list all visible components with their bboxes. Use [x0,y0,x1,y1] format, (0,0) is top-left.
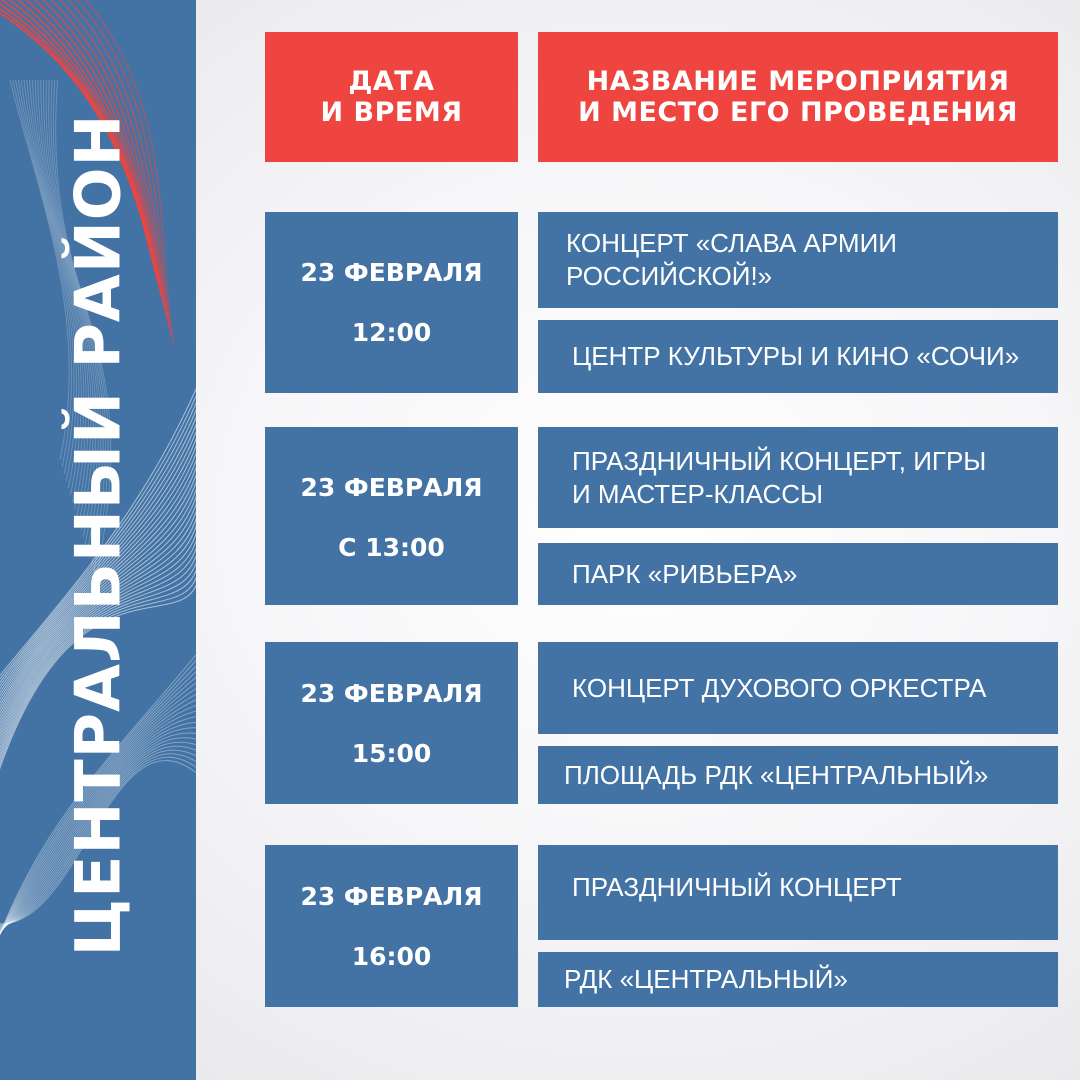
event-name-line2: И МАСТЕР-КЛАССЫ [572,478,824,509]
event-name-line1: КОНЦЕРТ «СЛАВА АРМИИ [566,228,897,258]
event-place: ПАРК «РИВЬЕРА» [572,558,798,589]
event-date-cell [265,212,518,393]
event-name-cell [538,845,1058,940]
event-date: 23 ФЕВРАЛЯ [300,258,483,287]
event-date-cell [265,427,518,605]
header-event-line1: НАЗВАНИЕ МЕРОПРИЯТИЯ [586,66,1010,97]
header-event-name-place [538,32,1058,162]
event-date: 23 ФЕВРАЛЯ [300,882,483,911]
event-time: С 13:00 [338,533,445,562]
event-time: 15:00 [351,739,432,768]
event-name-cell [538,212,1058,308]
event-date-cell [265,845,518,1007]
event-name-line1: ПРАЗДНИЧНЫЙ КОНЦЕРТ, ИГРЫ [572,445,987,476]
event-name-line1: КОНЦЕРТ ДУХОВОГО ОРКЕСТРА [572,672,987,703]
event-name-line2: РОССИЙСКОЙ!» [566,261,773,291]
event-place-cell [538,952,1058,1007]
header-date-time [265,32,518,162]
sidebar [0,0,196,1080]
header-date-line2: И ВРЕМЯ [320,97,463,128]
event-name-line1: ПРАЗДНИЧНЫЙ КОНЦЕРТ [572,872,902,902]
header-event-line2: И МЕСТО ЕГО ПРОВЕДЕНИЯ [578,97,1018,128]
header-date-line1: ДАТА [348,66,435,97]
event-place-cell [538,543,1058,605]
event-place-cell [538,746,1058,804]
district-title: ЦЕНТРАЛЬНЫЙ РАЙОН [61,113,135,957]
event-date: 23 ФЕВРАЛЯ [300,473,483,502]
event-place-cell [538,320,1058,393]
event-time: 16:00 [351,942,432,971]
event-place: РДК «ЦЕНТРАЛЬНЫЙ» [564,964,848,994]
event-name-cell [538,642,1058,734]
event-place: ПЛОЩАДЬ РДК «ЦЕНТРАЛЬНЫЙ» [564,759,989,790]
event-name-cell [538,427,1058,528]
event-date-cell [265,642,518,804]
event-date: 23 ФЕВРАЛЯ [300,679,483,708]
event-time: 12:00 [351,318,432,347]
event-place: ЦЕНТР КУЛЬТУРЫ И КИНО «СОЧИ» [572,341,1020,371]
